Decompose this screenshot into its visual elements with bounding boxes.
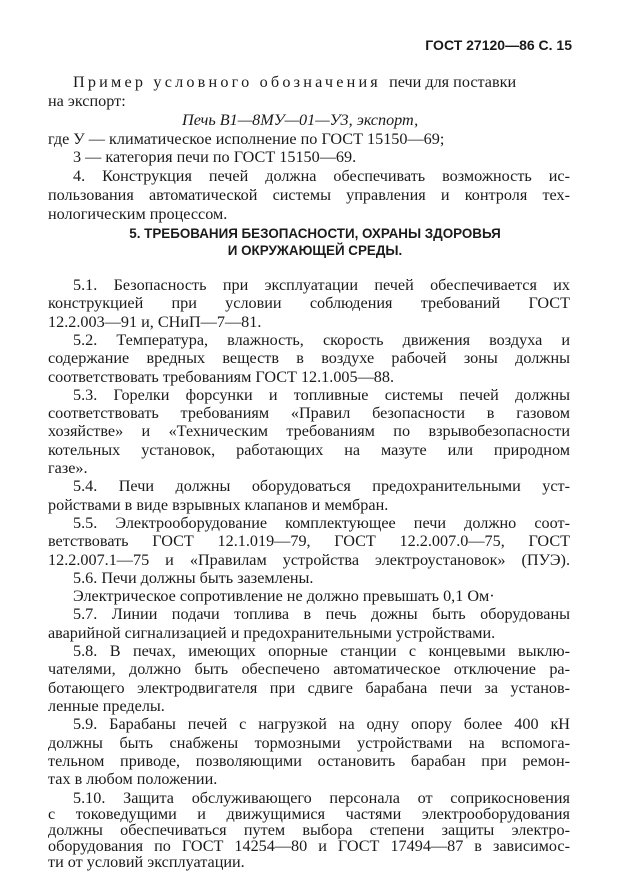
- example-designation: Печь В1—8МУ—01—У3, экспорт,: [182, 111, 419, 129]
- body-line: аварийной сигнализацией и предохранительными устройствами.: [48, 623, 496, 642]
- body-line: 5.9. Барабаны печей с нагрузкой на одну опору более 400 кН: [73, 715, 570, 734]
- body-line: должны быть снабжены тормозными устройствами на вспомога-: [48, 733, 570, 752]
- body-line: 5.3. Горелки форсунки и топливные системы печей должны: [73, 385, 570, 404]
- body-line: тельном приводе, позволяющими остановить барабан при ремон-: [48, 751, 570, 770]
- body-line: 5.6. Печи должны быть заземлены.: [73, 568, 314, 587]
- section-heading: 5. ТРЕБОВАНИЯ БЕЗОПАСНОСТИ, ОХРАНЫ ЗДОРОВЬЯ: [129, 226, 501, 241]
- body-line: 5.4. Печи должны оборудоваться предохранительными уст-: [73, 477, 570, 496]
- example-first-line: [73, 73, 516, 92]
- body-line: 5.8. В печах, имеющих опорные станции с концевыми выклю-: [73, 642, 570, 660]
- body-line: ти от условий эксплуатации.: [48, 853, 245, 871]
- body-line: 12.2.003—91 и, СНиП—7—81.: [48, 312, 262, 331]
- body-line: тах в любом положении.: [48, 770, 218, 789]
- item4-line: нологическим процессом.: [48, 205, 228, 223]
- body-line: котельных установок, работающих на мазуте или природном: [48, 440, 570, 459]
- body-line: ботающего электродвигателя при сдвиге барабана печи за установ-: [48, 678, 570, 697]
- example-label: Пример условного обозначения: [73, 73, 381, 91]
- item4-line: пользования автоматической системы управления и контроля тех-: [48, 186, 570, 204]
- body-line: ройствами в виде взрывных клапанов и мембран.: [48, 495, 389, 514]
- running-header: ГОСТ 27120—86 С. 15: [425, 37, 572, 53]
- body-line: конструкцией при условии соблюдения требований ГОСТ: [48, 294, 570, 313]
- category-line: 3 — категория печи по ГОСТ 15150—69.: [73, 148, 357, 166]
- body-line: газе».: [48, 459, 88, 477]
- body-line: 12.2.007.1—75 и «Правилам устройства электроустановок» (ПУЭ).: [48, 550, 570, 569]
- example-label-tail: печи для поставки: [389, 73, 517, 91]
- body-line: содержание вредных веществ в воздухе рабочей зоны должны: [48, 349, 570, 368]
- body-line: 5.10. Защита обслуживающего персонала от соприкосновения: [73, 789, 570, 807]
- body-line: Электрическое сопротивление не должно превышать 0,1 Ом·: [73, 587, 495, 606]
- example-line-2: на экспорт:: [48, 92, 126, 110]
- body-line: 5.2. Температура, влажность, скорость движения воздуха и: [73, 330, 570, 349]
- body-line: соответствовать требованиям «Правил безопасности в газовом: [48, 404, 570, 423]
- body-line: 5.5. Электрооборудование комплектующее печи должно соот-: [73, 513, 570, 532]
- body-line: 5.1. Безопасность при эксплуатации печей обеспечивается их: [73, 276, 570, 294]
- body-line: ленные пределы.: [48, 696, 165, 715]
- body-line: 5.7. Линии подачи топлива в печь дожны быть оборудованы: [73, 605, 570, 624]
- body-line: чателями, должно быть обеспечено автоматическое отключение ра-: [48, 660, 570, 679]
- body-line: с токоведущими и движущимися частями электрооборудования: [48, 805, 570, 823]
- section-heading: И ОКРУЖАЮЩЕЙ СРЕДЫ.: [227, 243, 403, 258]
- body-line: хозяйстве» и «Техническим требованиям по взрывобезопасности: [48, 422, 570, 441]
- body-line: оборудования по ГОСТ 14254—80 и ГОСТ 17494—87 в зависимос-: [48, 837, 570, 855]
- body-line: должны обеспечиваться путем выбора степени защиты электро-: [48, 821, 570, 839]
- item4-line: 4. Конструкция печей должна обеспечивать возможность ис-: [73, 167, 570, 185]
- body-line: ветствовать ГОСТ 12.1.019—79, ГОСТ 12.2.007.0—75, ГОСТ: [48, 532, 570, 551]
- where-line: где У — климатическое исполнение по ГОСТ 15150—69;: [48, 130, 445, 148]
- body-line: соответствовать требованиям ГОСТ 12.1.005—88.: [48, 367, 395, 386]
